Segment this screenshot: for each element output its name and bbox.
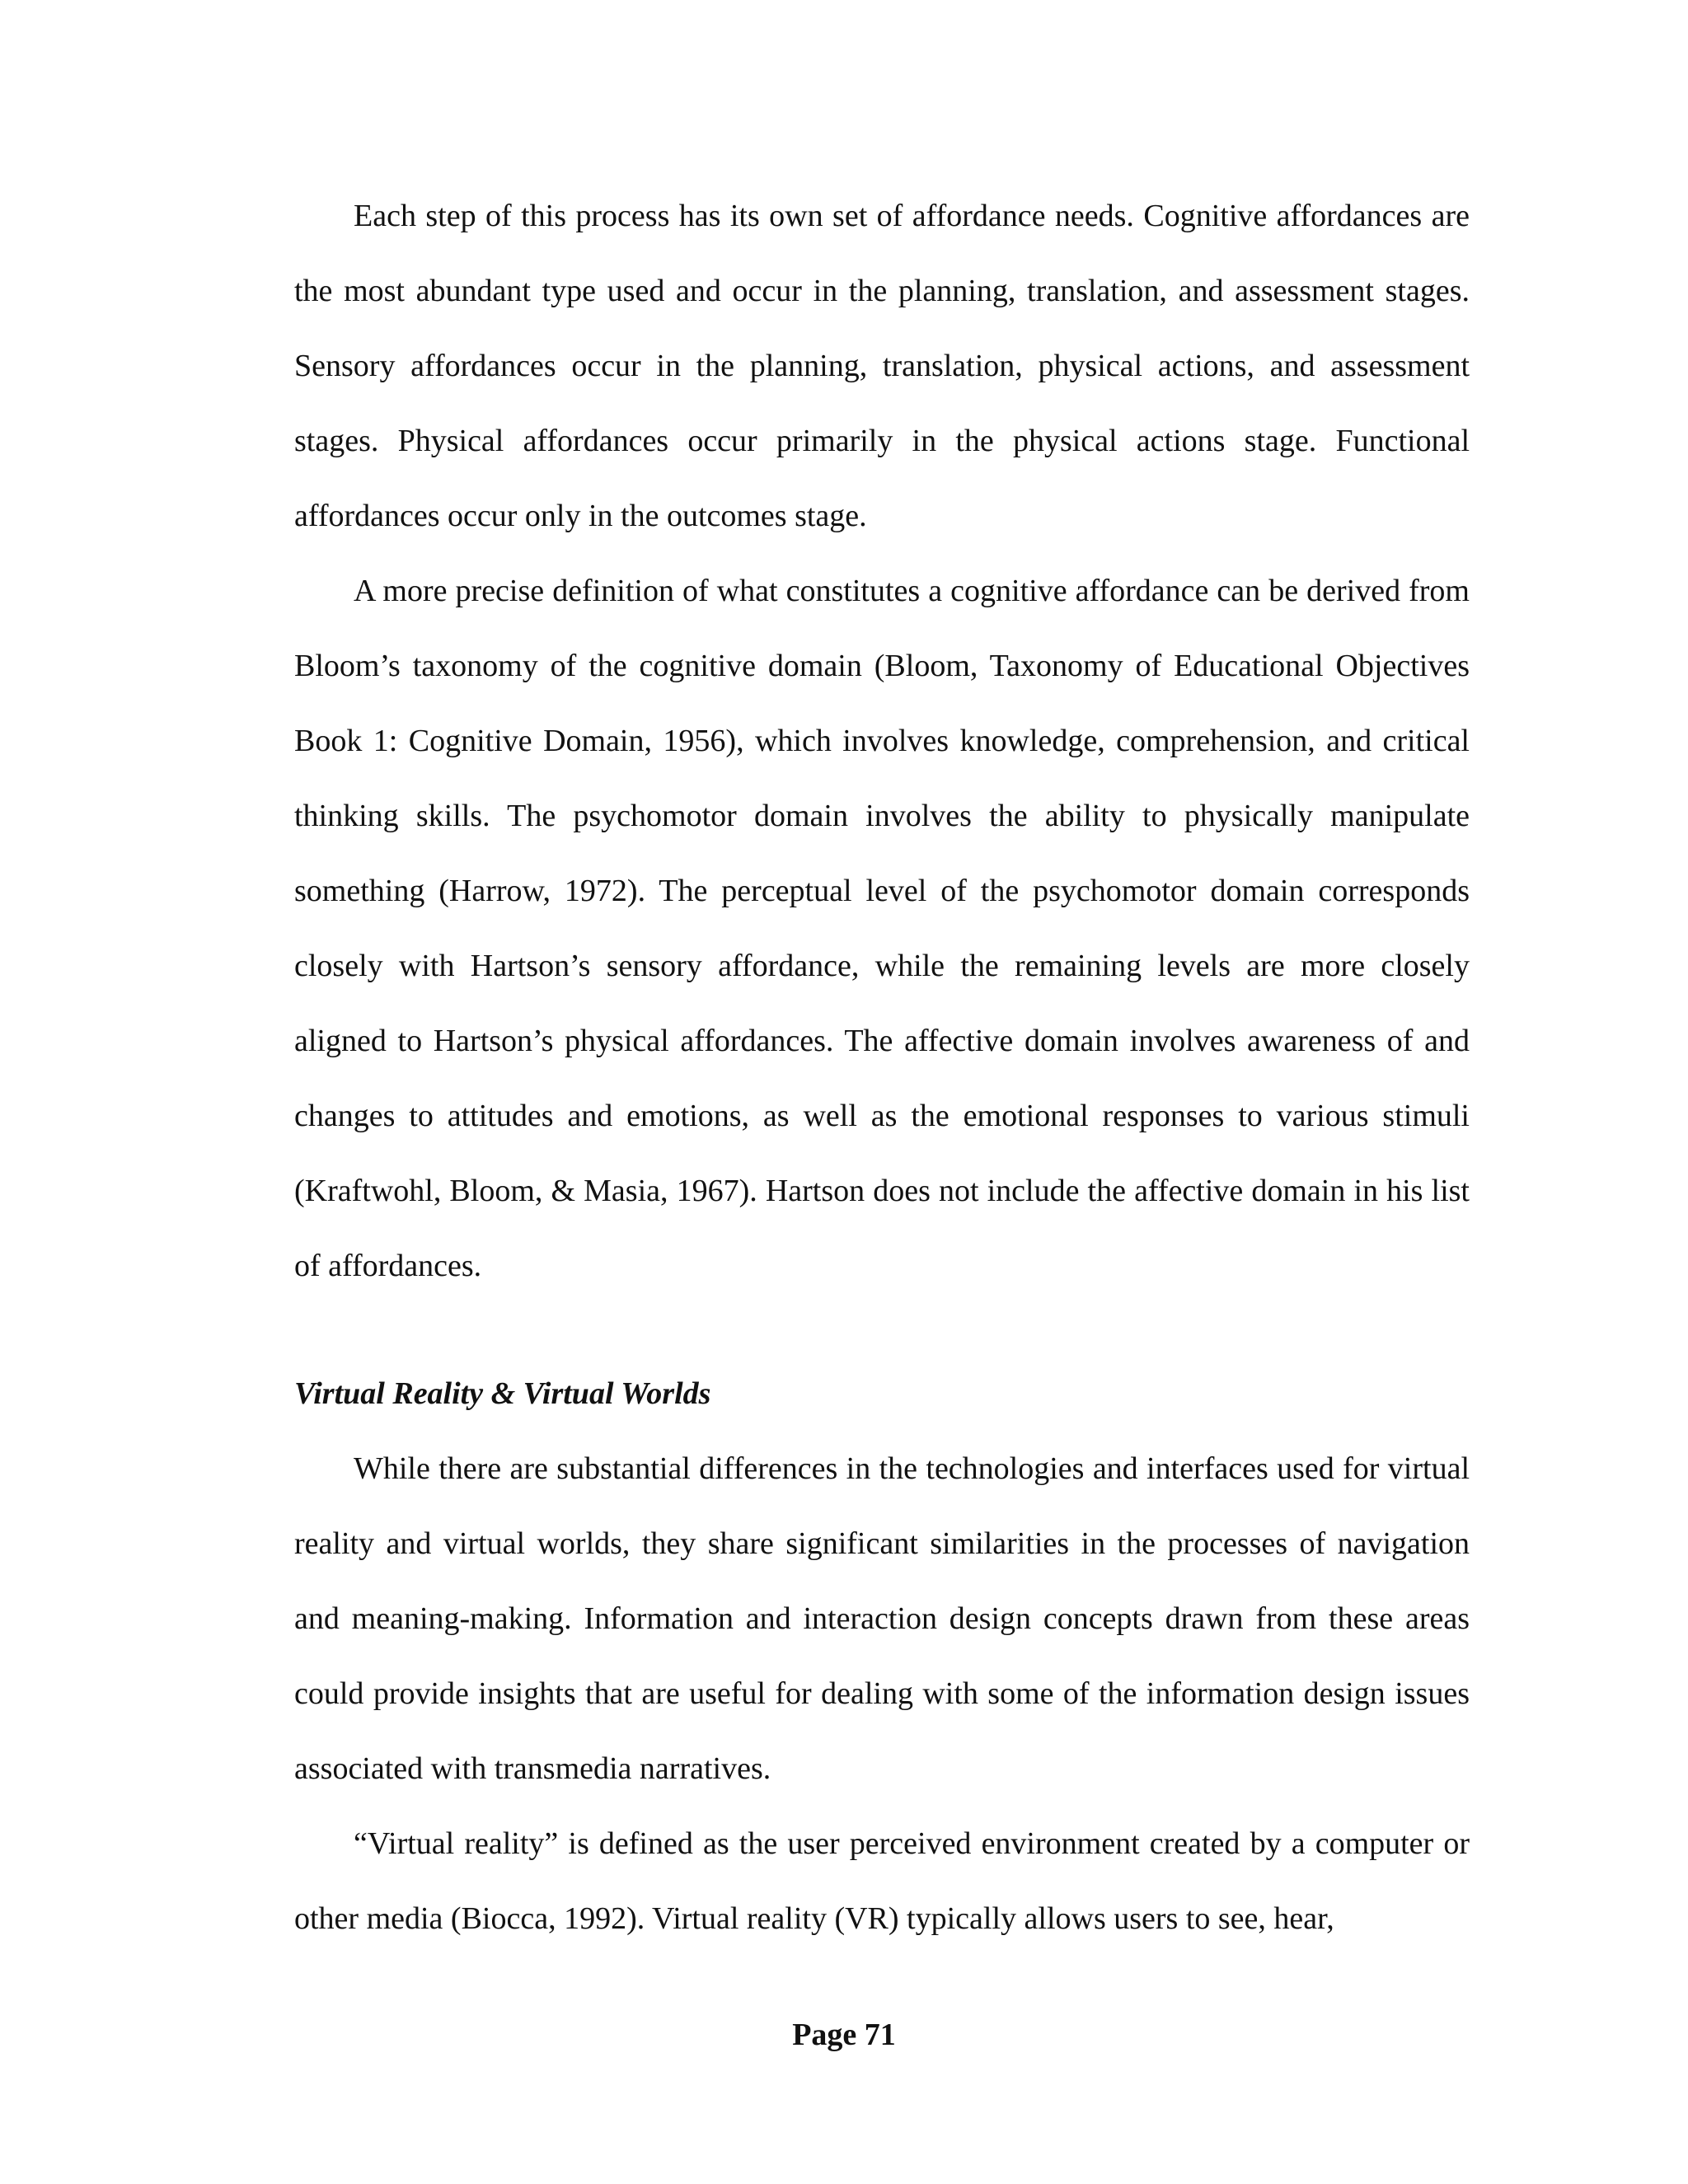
paragraph-bloom-taxonomy: A more precise definition of what constitutes a cognitive affordance can be derived from Bloom’s taxonomy of the cognitive domain (Bloom, Taxonomy of Educational Objectives Book 1: Cognitive Domain, 1956), which involves knowledge, comprehension, and critical thinking skills. The psychomotor domain involves the ability to physically manipulate something (Harrow, 1972). The perceptual level of the psychomotor domain corresponds closely with Hartson’s sensory affordance, while the remaining levels are more closely aligned to Hartson’s physical affordances. The affective domain involves awareness of and changes to attitudes and emotions, as well as the emotional responses to various stimuli (Kraftwohl, Bloom, & Masia, 1967). Hartson does not include the affective domain in his list of affordances. [294, 574, 1470, 1283]
paragraph-affordance-stages: Each step of this process has its own set of affordance needs. Cognitive affordances are the most abundant type used and occur in the planning, translation, and assessment stages. Sensory affordances occur in the planning, translation, physical actions, and assessment stages. Physical affordances occur primarily in the physical actions stage. Functional affordances occur only in the outcomes stage. [294, 199, 1470, 533]
paragraph-vr-definition: “Virtual reality” is defined as the user perceived environment created by a computer or other media (Biocca, 1992). Virtual reality (VR) typically allows users to see, hear, [294, 1826, 1470, 1936]
page-number: Page 71 [792, 2018, 896, 2052]
paragraph-vr-worlds-intro: While there are substantial differences in the technologies and interfaces used for virtual reality and virtual worlds, they share significant similarities in the processes of navigation and meaning-making. Information and interaction design concepts drawn from these areas could provide insights that are useful for dealing with some of the information design issues associated with transmedia narratives. [294, 1451, 1470, 1786]
section-heading: Virtual Reality & Virtual Worlds [294, 1376, 711, 1411]
body-text-bottom [294, 1432, 1470, 1957]
body-text-top [294, 179, 1470, 1304]
